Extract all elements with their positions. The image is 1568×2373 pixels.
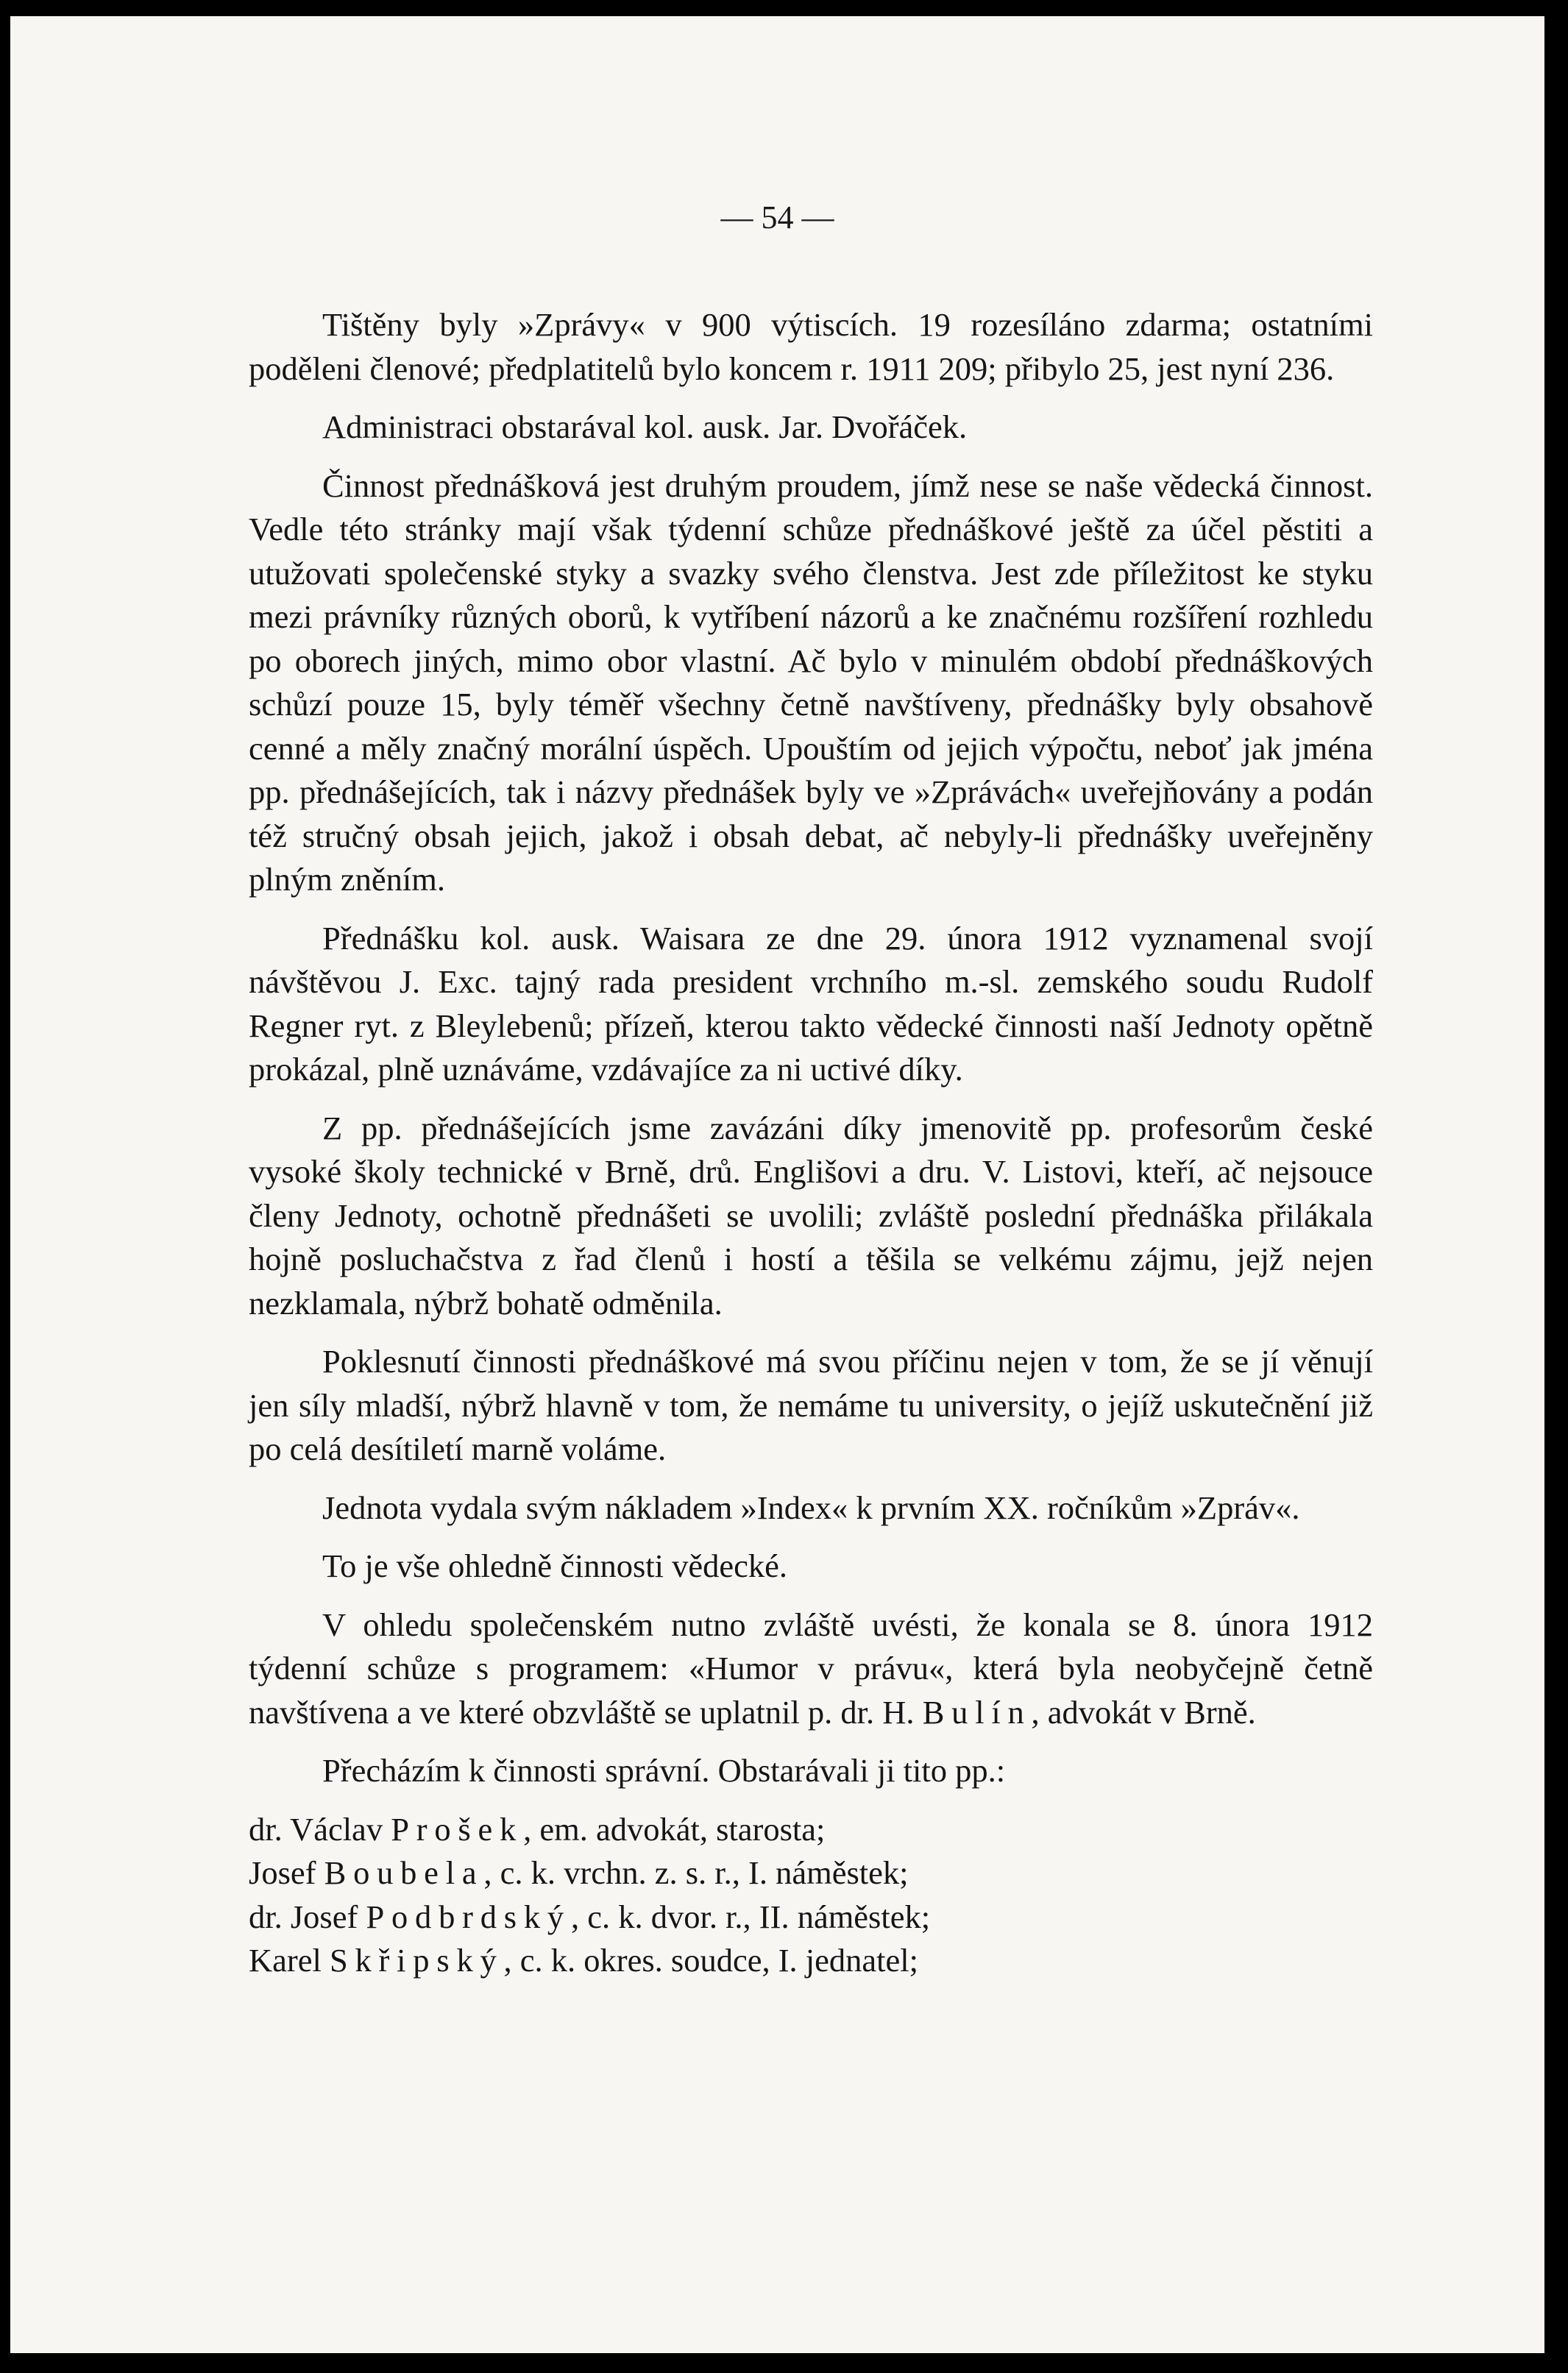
social-text-start: V ohledu společenském nutno zvláště uvésti, že konala se 8. února 1912 týdenní schůze s programem: «Humor v právu«, která byla neobyčejně četně navštívena a ve které obzvláště se uplatnil p. dr. H. — [249, 1606, 1373, 1731]
officer-name: Podbrdský — [366, 1898, 571, 1935]
speaker-name: Bulín — [922, 1693, 1032, 1731]
paragraph-administration: Administraci obstarával kol. ausk. Jar. Dvořáček. — [322, 408, 968, 445]
officer-line — [249, 1895, 1373, 1940]
officer-title: dr. Josef — [249, 1898, 366, 1935]
body-text — [249, 303, 1373, 1983]
officer-title: dr. Václav — [249, 1810, 391, 1848]
officer-line — [249, 1808, 1373, 1852]
officer-name: Boubela — [324, 1854, 484, 1891]
paragraph-lecturers: Z pp. přednášejících jsme zavázáni díky jmenovitě pp. profesorům české vysoké školy technické v Brně, drů. Englišovi a dru. V. Listovi, kteří, ač nejsouce členy Jednoty, ochotně přednášeti se uvolili; zvláště poslední přednáška přilákala hojně posluchačstva z řad členů i hostí a těšila se velkému zájmu, jejž nejen nezklamala, nýbrž bohatě odměnila. — [249, 1109, 1373, 1322]
officer-title: Karel — [249, 1942, 330, 1979]
officer-role: , em. advokát, starosta; — [523, 1810, 826, 1848]
paragraph-index: Jednota vydala svým nákladem »Index« k prvním XX. ročníkům »Zpráv«. — [322, 1489, 1300, 1526]
officer-name: Skřipský — [329, 1942, 504, 1979]
officer-role: , c. k. vrchn. z. s. r., I. náměstek; — [483, 1854, 909, 1891]
paragraph-printing: Tištěny byly »Zprávy« v 900 výtiscích. 19 rozesíláno zdarma; ostatními poděleni členové; předplatitelů bylo koncem r. 1911 209; přibylo 25, jest nyní 236. — [249, 306, 1373, 387]
paragraph-lecture-activity: Činnost přednášková jest druhým proudem, jímž nese se naše vědecká činnost. Vedle této stránky mají však týdenní schůze přednáškové ještě za účel pěstiti a utužovati společenské styky a svazky svého členstva. Jest zde příležitost ke styku mezi právníky různých oborů, k vytříbení názorů a ke značnému rozšíření rozhledu po oborech jiných, mimo obor vlastní. Ač bylo v minulém období přednáškových schůzí pouze 15, byly téměř všechny četně navštíveny, přednášky byly obsahově cenné a měly značný morální úspěch. Upouštím od jejich výpočtu, neboť jak jména pp. přednášejících, tak i názvy přednášek byly ve »Zprávách« uveřejňovány a podán též stručný obsah jejich, jakož i obsah debat, ač nebyly-li přednášky uveřejněny plným zněním. — [249, 467, 1373, 898]
paragraph-administration-intro: Přecházím k činnosti správní. Obstarávali ji tito pp.: — [322, 1752, 1006, 1789]
officer-role: , c. k. okres. soudce, I. jednatel; — [503, 1942, 919, 1979]
social-text-end: , advokát v Brně. — [1031, 1693, 1256, 1731]
page-number: — 54 — — [720, 199, 834, 235]
paragraph-summary: To je vše ohledně činnosti vědecké. — [322, 1547, 788, 1584]
paragraph-social — [249, 1603, 1373, 1735]
book-page — [10, 16, 1544, 2353]
officer-line — [249, 1851, 1373, 1895]
officer-line — [249, 1939, 1373, 1983]
paragraph-lecture-visit: Přednášku kol. ausk. Waisara ze dne 29. února 1912 vyznamenal svojí návštěvou J. Exc. tajný rada president vrchního m.-sl. zemského soudu Rudolf Regner ryt. z Bleylebenů; přízeň, kterou takto vědecké činnosti naší Jednoty opětně prokázal, plně uznáváme, vzdávajíce za ni uctivé díky. — [249, 919, 1373, 1088]
paragraph-decline: Poklesnutí činnosti přednáškové má svou příčinu nejen v tom, že se jí věnují jen síly mladší, nýbrž hlavně v tom, že nemáme tu university, o jejíž uskutečnění již po celá desítiletí marně voláme. — [249, 1343, 1373, 1467]
officer-role: , c. k. dvor. r., II. náměstek; — [570, 1898, 931, 1935]
officer-name: Prošek — [391, 1810, 524, 1848]
officer-title: Josef — [249, 1854, 324, 1891]
